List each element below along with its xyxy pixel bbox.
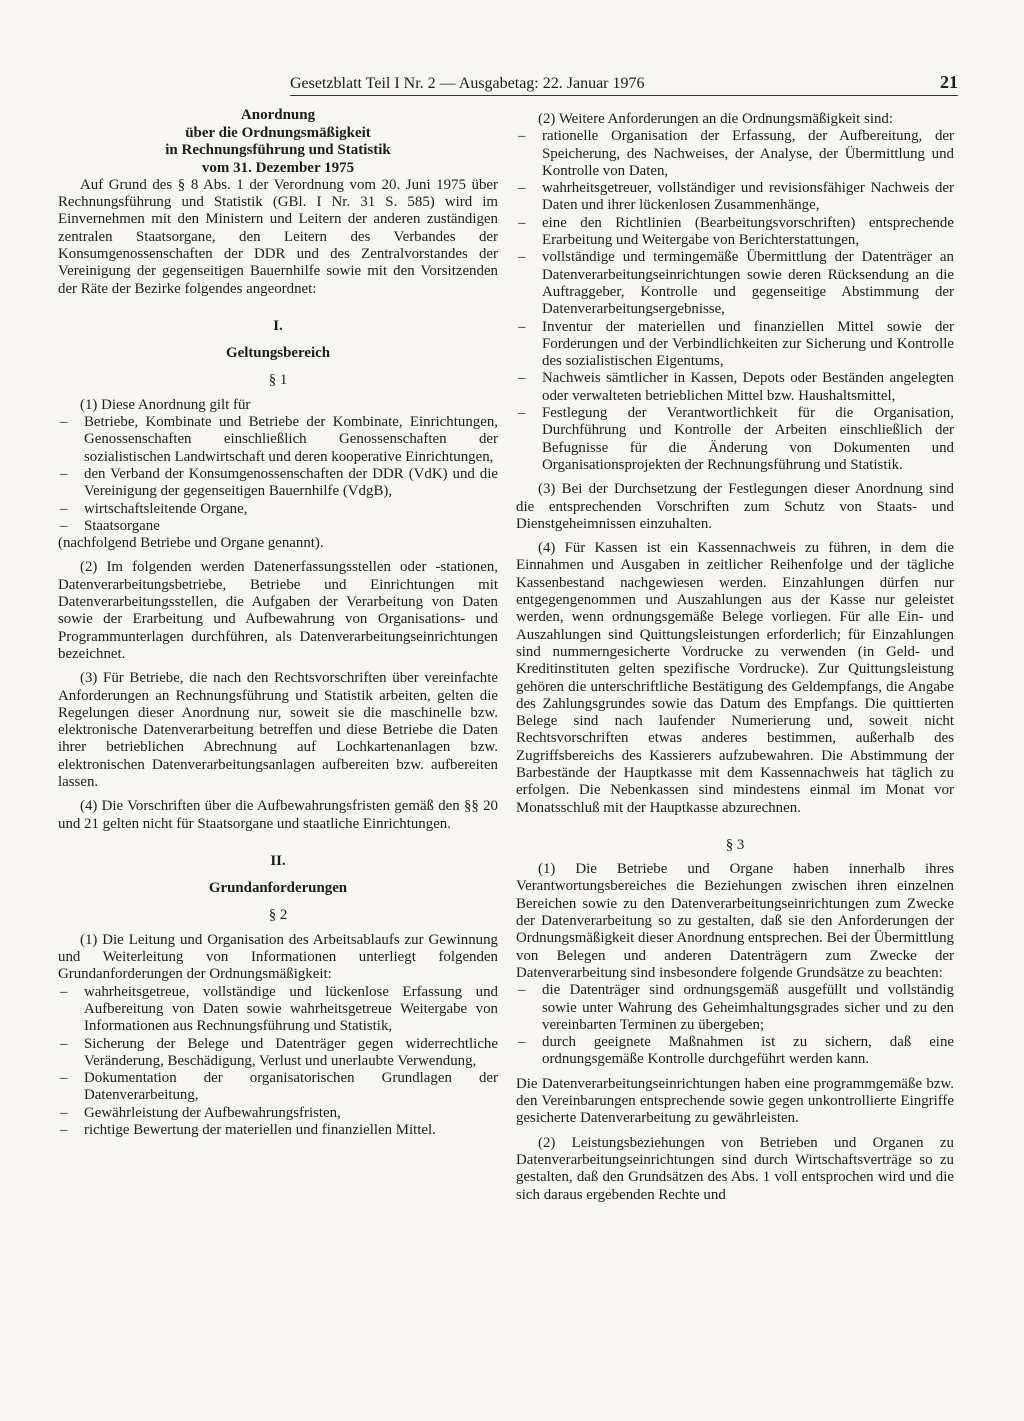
running-title: Gesetzblatt Teil I Nr. 2 — Ausgabetag: 22. Januar 1976 xyxy=(290,75,645,92)
list-item: – Betriebe, Kombinate und Betriebe der Kombinate, Einrichtungen, Genossenschaften einschließlich Genossenschaften der sozialistischen Landwirtschaft und deren kooperative Einrichtungen, xyxy=(58,414,498,466)
list-item: – richtige Bewertung der materiellen und finanziellen Mittel. xyxy=(58,1122,498,1139)
preamble: Auf Grund des § 8 Abs. 1 der Verordnung vom 20. Juni 1975 über Rechnungsführung und Statistik (GBl. I Nr. 31 S. 585) wird im Einvernehmen mit den Ministern und Leitern der anderen zuständigen zentralen Staatsorgane, den Leitern des Verbandes der Konsumgenossenschaften der DDR und des Zentralvorstandes der Vereinigung der gegenseitigen Bauernhilfe sowie mit den Vorsitzenden der Räte der Bezirke folgendes angeordnet: xyxy=(58,176,498,297)
paragraph-number: § 1 xyxy=(268,372,288,389)
section-number: I. xyxy=(273,317,283,334)
list-item: – den Verband der Konsumgenossenschaften der DDR (VdK) und die Vereinigung der gegenseitigen Bauernhilfe (VdgB), xyxy=(58,466,498,501)
title-line: in Rechnungsführung und Statistik xyxy=(165,142,391,158)
section-title: Grundanforderungen xyxy=(208,880,348,897)
paragraph-text: Die Datenverarbeitungseinrichtungen haben eine programmgemäße bzw. den Vereinbarungen entsprechende sowie gegen unkontrollierte Eingriffe gesicherte Datenverarbeitung zu gewährleisten. xyxy=(516,1075,954,1127)
list-item: – wirtschaftsleitende Organe, xyxy=(58,501,498,518)
left-column xyxy=(58,107,498,1139)
list-item: – Inventur der materiellen und finanziellen Mittel sowie der Forderungen und der Verbindlichkeiten zur Sicherung und Kontrolle des sozialistischen Eigentums, xyxy=(516,319,954,371)
paragraph-text: (2) Im folgenden werden Datenerfassungsstellen oder -stationen, Datenverarbeitungsbetriebe, Betriebe und Einrichtungen mit Datenverarbeitungsstellen, die Aufgaben der Verarbeitung von Daten sowie der Erarbeitung und Aufbewahrung von Organisations- und Programmunterlagen durchführen, als Datenverarbeitungseinrichtungen bezeichnet. xyxy=(58,559,498,662)
list-item: – Staatsorgane xyxy=(58,518,498,535)
paragraph-text: (2) Leistungsbeziehungen von Betrieben und Organen zu Datenverarbeitungseinrichtungen sind durch Wirtschaftsverträge so zu gestalten, daß den Grundsätzen des Abs. 1 voll entsprochen wird und die sich daraus ergebenden Rechte und xyxy=(516,1134,954,1203)
list-item: – vollständige und termingemäße Übermittlung der Datenträger an Datenverarbeitungseinrichtungen sowie deren Rücksendung an die Auftraggeber, Kontrolle und gegenseitige Abstimmung der Datenverarbeitungsergebnisse, xyxy=(516,249,954,318)
list-item: – Nachweis sämtlicher in Kassen, Depots oder Beständen angelegten oder verwalteten betrieblichen Mittel bzw. Haushaltsmittel, xyxy=(516,370,954,405)
paragraph-text: (3) Bei der Durchsetzung der Festlegungen dieser Anordnung sind die entsprechenden Vorschriften zum Schutz von Staats- und Dienstgeheimnissen einzuhalten. xyxy=(516,481,954,532)
section-title: Geltungsbereich xyxy=(226,345,330,362)
list-item: – eine den Richtlinien (Bearbeitungsvorschriften) entsprechende Erarbeitung und Weitergabe von Berichterstattungen, xyxy=(516,215,954,250)
list-item: – die Datenträger sind ordnungsgemäß ausgefüllt und vollständig sowie unter Wahrung des Geheimhaltungsgrades sicher und zu den vereinbarten Terminen zu übergeben; xyxy=(516,982,954,1034)
list-item: – rationelle Organisation der Erfassung, der Aufbereitung, der Speicherung, des Nachweises, der Analyse, der Übermittlung und Kontrolle von Daten, xyxy=(516,128,954,180)
list-item: – Sicherung der Belege und Datenträger gegen widerrechtliche Veränderung, Beschädigung, Verlust und unerlaubte Verwendung, xyxy=(58,1036,498,1071)
paragraph-number: § 3 xyxy=(725,836,745,853)
title-line: über die Ordnungsmäßigkeit xyxy=(185,124,371,141)
paragraph-text: (nachfolgend Betriebe und Organe genannt). xyxy=(58,535,324,552)
paragraph-text: (2) Weitere Anforderungen an die Ordnungsmäßigkeit sind: xyxy=(538,111,893,127)
paragraph-text: (1) Die Betriebe und Organe haben innerhalb ihres Verantwortungsbereiches die Beziehungen zwischen ihren einzelnen Bereichen sowie zu den Datenverarbeitungseinrichtungen zum Zwecke der Datenverarbeitung so zu gestalten, daß sie den Anforderungen der Ordnungsmäßigkeit dieser Anordnung entsprechen. Bei der Übermittlung von Belegen und anderen Datenträgern zum Zwecke der Datenverarbeitung sind insbesondere folgende Grundsätze zu beachten: xyxy=(516,861,954,981)
paragraph-text: (1) Diese Anordnung gilt für xyxy=(80,396,251,413)
paragraph-text: (4) Für Kassen ist ein Kassennachweis zu führen, in dem die Einnahmen und Ausgaben in zeitlicher Reihenfolge und der tägliche Kassenbestand nachgewiesen werden. Einzahlungen dürfen nur entgegengenommen und Auszahlungen aus der Kasse nur geleistet werden, wenn ordnungsgemäße Belege vorliegen. Für alle Ein- und Auszahlungen sind Quittungsleistungen erforderlich; für Einzahlungen sind nummerngesicherte Vordrucke zu verwenden (in Geld- und Kreditinstituten gelten spezifische Vordrucke). Zur Quittungsleistung gehören die unterschriftliche Bestätigung des Geldempfangs, die Angabe des Zahlungsgrundes sowie das Datum des Empfangs. Die quittierten Belege sind nach laufender Numerierung und, soweit nicht Rechtsvorschriften etwas anderes bestimmen, außerhalb des Zugriffsbereichs des Kassierers aufzubewahren. Die Abstimmung der Barbestände der Hauptkasse mit dem Kassennachweis hat täglich zu erfolgen. Die Nebenkassen sind mindestens einmal im Monat vor Monatsschluß mit der Hauptkasse abzurechnen. xyxy=(516,540,954,816)
list-item: – durch geeignete Maßnahmen ist zu sichern, daß eine ordnungsgemäße Kontrolle durchgeführt werden kann. xyxy=(516,1034,954,1069)
paragraph-text: (1) Die Leitung und Organisation des Arbeitsablaufs zur Gewinnung und Weiterleitung von Informationen unterliegt folgenden Grundanforderungen der Ordnungsmäßigkeit: xyxy=(58,931,498,983)
list-item: – wahrheitsgetreue, vollständige und lückenlose Erfassung und Aufbereitung von Daten sowie wahrheitsgetreue Weitergabe von Informationen aus Rechnungsführung und Statistik, xyxy=(58,984,498,1036)
list-item: – Dokumentation der organisatorischen Grundlagen der Datenverarbeitung, xyxy=(58,1070,498,1105)
title-line: Anordnung xyxy=(240,107,316,123)
page-number: 21 xyxy=(940,72,958,92)
page-header xyxy=(290,72,958,96)
list-item: – wahrheitsgetreuer, vollständiger und revisionsfähiger Nachweis der Daten und ihrer lückenlosen Zusammenhänge, xyxy=(516,180,954,215)
title-date: vom 31. Dezember 1975 xyxy=(201,159,355,176)
list-item: – Gewährleistung der Aufbewahrungsfristen, xyxy=(58,1105,498,1122)
right-column xyxy=(516,111,954,1204)
paragraph-text: (4) Die Vorschriften über die Aufbewahrungsfristen gemäß den §§ 20 und 21 gelten nicht für Staatsorgane und staatliche Einrichtungen. xyxy=(58,798,498,832)
paragraph-text: (3) Für Betriebe, die nach den Rechtsvorschriften über vereinfachte Anforderungen an Rechnungsführung und Statistik arbeiten, gelten die Regelungen dieser Anordnung nur, soweit sie die maschinelle bzw. elektronische Datenverarbeitung betreffen und diese Betriebe die Daten ihrer betrieblichen Abrechnung auf Lochkartenanlagen bzw. elektronischen Datenverarbeitungsanlagen aufbereiten bzw. aufbereiten lassen. xyxy=(58,670,498,790)
paragraph-number: § 2 xyxy=(268,907,288,924)
list-item: – Festlegung der Verantwortlichkeit für die Organisation, Durchführung und Kontrolle der Arbeiten einschließlich der Befugnisse für die Änderung von Dokumenten und Organisationsprojekten der Rechnungsführung und Statistik. xyxy=(516,405,954,474)
section-number: II. xyxy=(270,852,286,869)
